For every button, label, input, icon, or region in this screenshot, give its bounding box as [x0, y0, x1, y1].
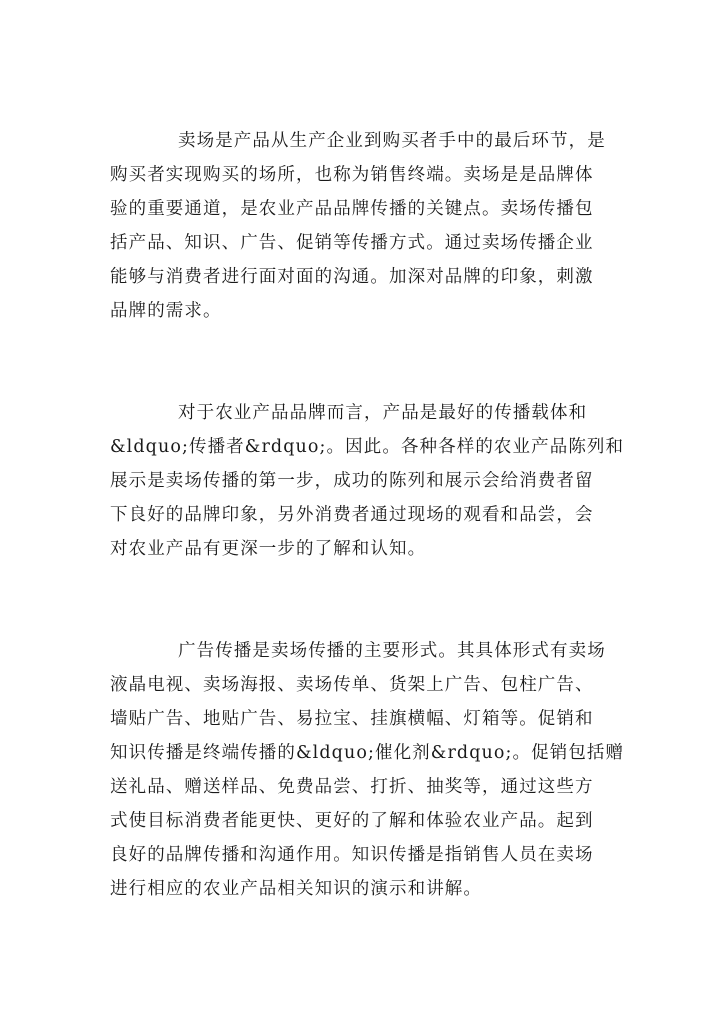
- paragraph-line: 卖场是产品从生产企业到购买者手中的最后环节，是: [178, 131, 606, 151]
- paragraph-line: 验的重要通道，是农业产品品牌传播的关键点。卖场传播包: [110, 199, 594, 219]
- paragraph-1: [110, 124, 630, 328]
- paragraph-line: 送礼品、赠送样品、免费品尝、打折、抽奖等，通过这些方: [110, 777, 594, 797]
- paragraph-3: [110, 634, 630, 906]
- paragraph-line: 墙贴广告、地贴广告、易拉宝、挂旗横幅、灯箱等。促销和: [110, 709, 594, 729]
- paragraph-line: 展示是卖场传播的第一步，成功的陈列和展示会给消费者留: [110, 471, 594, 491]
- paragraph-line: 对农业产品有更深一步的了解和认知。: [110, 539, 427, 559]
- paragraph-line: 广告传播是卖场传播的主要形式。其具体形式有卖场: [178, 641, 606, 661]
- paragraph-line: &ldquo;传播者&rdquo;。因此。各种各样的农业产品陈列和: [110, 437, 625, 457]
- paragraph-line: 对于农业产品品牌而言，产品是最好的传播载体和: [178, 403, 588, 423]
- paragraph-line: 下良好的品牌印象，另外消费者通过现场的观看和品尝，会: [110, 505, 594, 525]
- paragraph-line: 液晶电视、卖场海报、卖场传单、货架上广告、包柱广告、: [110, 675, 594, 695]
- paragraph-line: 括产品、知识、广告、促销等传播方式。通过卖场传播企业: [110, 233, 594, 253]
- paragraph-line: 品牌的需求。: [110, 301, 222, 321]
- paragraph-line: 知识传播是终端传播的&ldquo;催化剂&rdquo;。促销包括赠: [110, 743, 625, 763]
- paragraph-line: 式使目标消费者能更快、更好的了解和体验农业产品。起到: [110, 811, 594, 831]
- paragraph-2: [110, 396, 630, 566]
- paragraph-line: 良好的品牌传播和沟通作用。知识传播是指销售人员在卖场: [110, 845, 594, 865]
- paragraph-line: 进行相应的农业产品相关知识的演示和讲解。: [110, 879, 482, 899]
- paragraph-line: 能够与消费者进行面对面的沟通。加深对品牌的印象，刺激: [110, 267, 594, 287]
- paragraph-line: 购买者实现购买的场所，也称为销售终端。卖场是是品牌体: [110, 165, 594, 185]
